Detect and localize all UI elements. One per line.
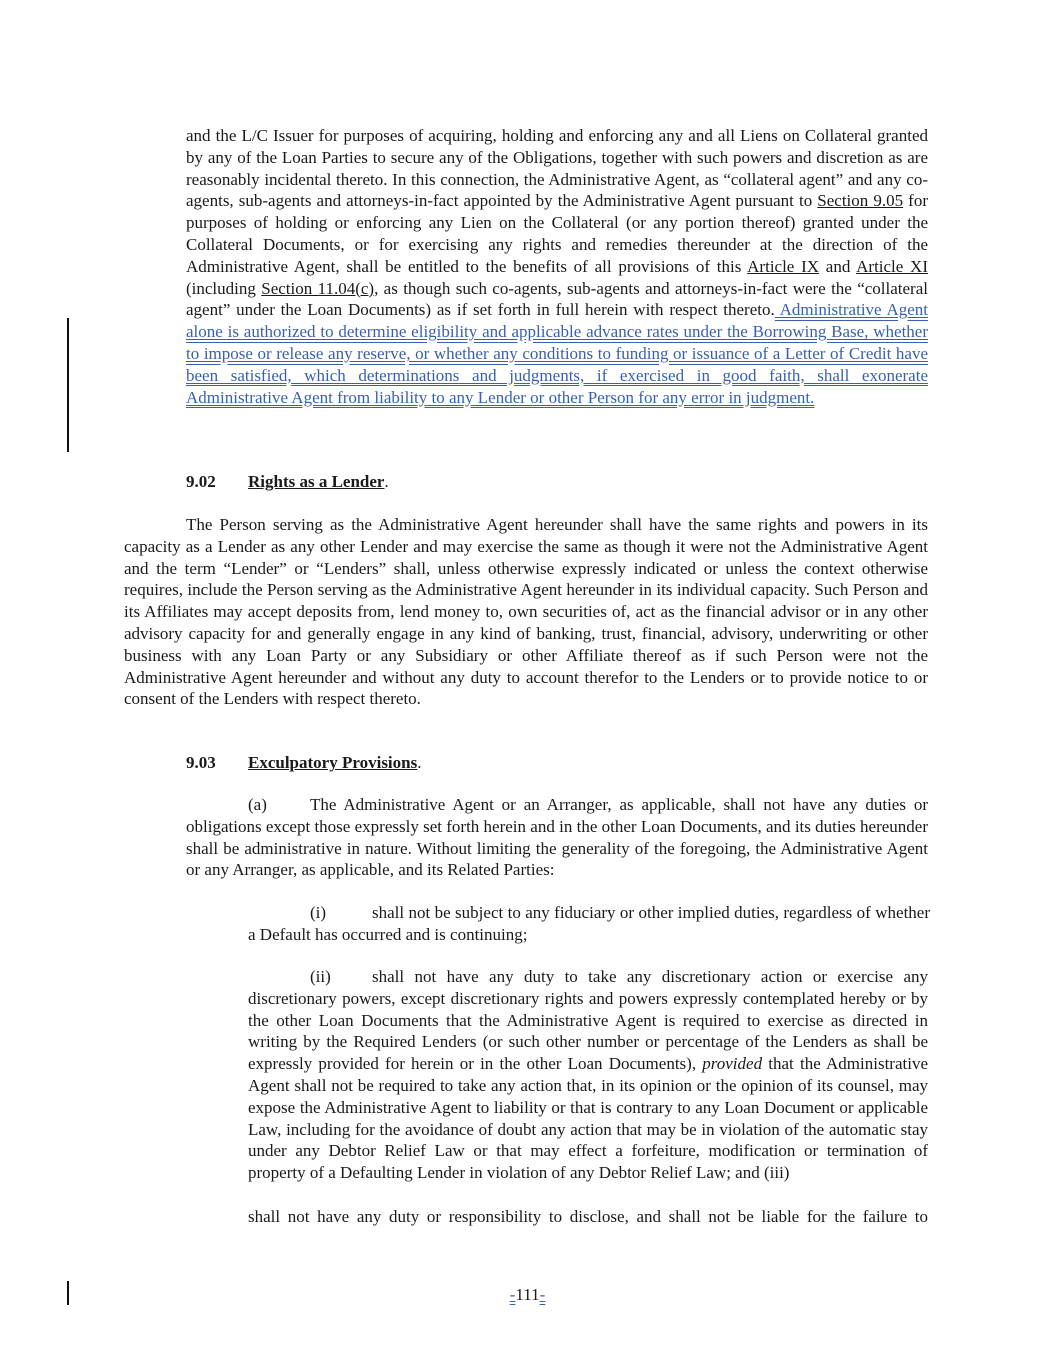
- section-number: 9.02: [186, 472, 216, 491]
- section-reference: Section 11.04(c): [261, 278, 375, 298]
- section-heading-9-03: 9.03 Exculpatory Provisions.: [186, 753, 422, 772]
- clause-label: (ii): [310, 967, 331, 986]
- paragraph-a: (a) The Administrative Agent or an Arranger, as applicable, shall not have any duties or obligations except those expressly set forth herein and in the other Loan Documents, and its duties hereunder shall be administrative in nature. Without limiting the generality of the foregoing, the Administrative Agent or any Arranger, as applicable, and its Related Parties:: [186, 795, 928, 880]
- article-reference: Article XI: [856, 256, 928, 276]
- section-heading-9-02: 9.02 Rights as a Lender.: [186, 472, 389, 491]
- paragraph-rights-as-lender: The Person serving as the Administrative Agent hereunder shall have the same rights and powers in its capacity as a Lender as any other Lender and may exercise the same as though it were not the Administrative Agent and the term “Lender” or “Lenders” shall, unless otherwise expressly indicated or unless the context otherwise requires, include the Person serving as the Administrative Agent hereunder in its individual capacity. Such Person and its Affiliates may accept deposits from, lend money to, own securities of, act as the financial advisor or in any other advisory capacity for and generally engage in any kind of banking, trust, financial, advisory, underwriting or other business with any Loan Party or any Subsidiary or other Affiliate thereof as if such Person were not the Administrative Agent hereunder and without any duty to account therefor to the Lenders or to provide notice to or consent of the Lenders with respect thereto.: [124, 515, 928, 709]
- change-bar: [67, 318, 69, 452]
- section-number: 9.03: [186, 753, 216, 772]
- article-reference: Article IX: [747, 256, 820, 276]
- paragraph-ii: (ii) shall not have any duty to take any discretionary action or exercise any discretionary powers, except discretionary rights and powers expressly contemplated hereby or by the other Loan Documents that the Administrative Agent is required to exercise as directed in writing by the Required Lenders (or such other number or percentage of the Lenders as shall be expressly provided for herein or in the other Loan Documents), provided that the Administrative Agent shall not be required to take any action that, in its opinion or the opinion of its counsel, may expose the Administrative Agent to liability or that is contrary to any Loan Document or applicable Law, including for the avoidance of doubt any action that may be in violation of the automatic stay under any Debtor Relief Law or that may effect a forfeiture, modification or termination of property of a Defaulting Lender in violation of any Debtor Relief Law; and (iii): [248, 967, 928, 1183]
- paragraph-ii-continued: shall not have any duty or responsibility to disclose, and shall not be liable for the failure to: [248, 1207, 928, 1226]
- clause-label: (a): [248, 795, 267, 814]
- clause-label: (i): [310, 903, 327, 922]
- section-reference: Section 9.05: [817, 191, 904, 211]
- paragraph-i: (i) shall not be subject to any fiduciary or other implied duties, regardless of whether a Default has occurred and is continuing;: [248, 903, 930, 944]
- inserted-text: Administrative Agent alone is authorized to determine eligibility and applicable advance rates under the Borrowing Base, whether to impose or release any reserve, or whether any conditions to funding or issuance of a Letter of Credit have been satisfied, which determinations and judgments, if exercised in good faith, shall exonerate Administrative Agent from liability to any Lender or other Person for any error in judgment.: [186, 300, 928, 407]
- section-title: Rights as a Lender: [248, 472, 385, 491]
- paragraph-collateral-agent: and the L/C Issuer for purposes of acquiring, holding and enforcing any and all Liens on Collateral granted by any of the Loan Parties to secure any of the Obligations, together with such powers and discretion as are reasonably incidental thereto. In this connection, the Administrative Agent, as “collateral agent” and any co-agents, sub-agents and attorneys-in-fact appointed by the Administrative Agent pursuant to Section 9.05 for purposes of holding or enforcing any Lien on the Collateral (or any portion thereof) granted under the Collateral Documents, or for exercising any rights and remedies thereunder at the direction of the Administrative Agent, shall be entitled to the benefits of all provisions of this Article IX and Article XI (including Section 11.04(c), as though such co-agents, sub-agents and attorneys-in-fact were the “collateral agent” under the Loan Documents) as if set forth in full herein with respect thereto. Administrative Agent alone is authorized to determine eligibility and applicable advance rates under the Borrowing Base, whether to impose or release any reserve, or whether any conditions to funding or issuance of a Letter of Credit have been satisfied, which determinations and judgments, if exercised in good faith, shall exonerate Administrative Agent from liability to any Lender or other Person for any error in judgment.: [186, 126, 929, 407]
- page-number: -111-: [509, 1285, 546, 1304]
- section-title: Exculpatory Provisions: [248, 753, 418, 772]
